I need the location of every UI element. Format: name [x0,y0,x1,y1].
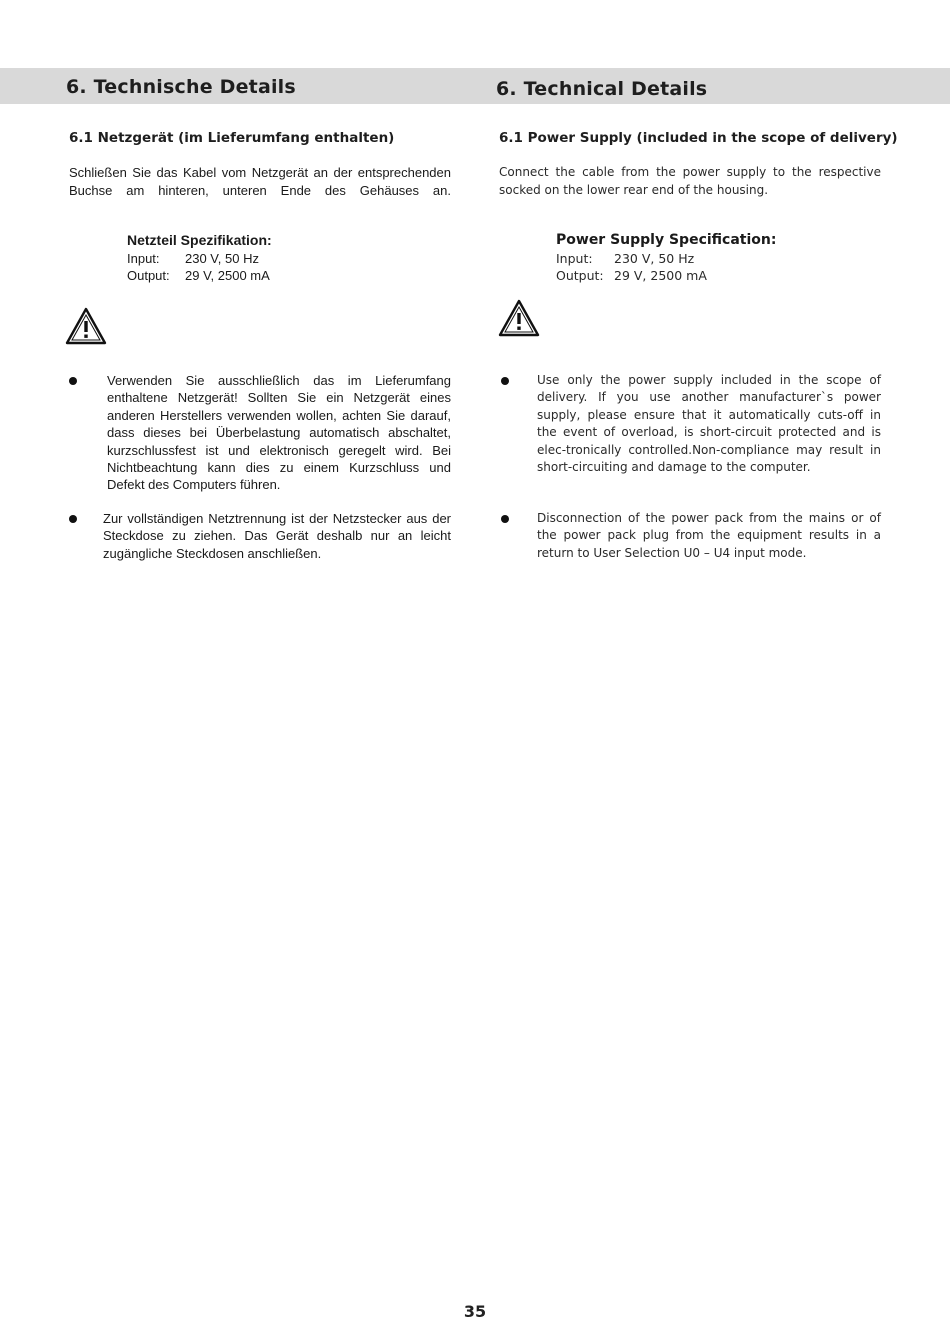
spec-output-value: 29 V, 2500 mA [614,268,707,283]
warning-triangle-icon [65,307,107,345]
subsection-title-english: 6.1 Power Supply (included in the scope of delivery) [499,130,898,146]
bullet-dot-icon [501,515,509,523]
spec-input-value: 230 V, 50 Hz [614,251,695,266]
intro-paragraph-german: Schließen Sie das Kabel vom Netzgerät an der entsprechenden Buchse am hinteren, unteren Ende des Gehäuses an. [69,165,451,198]
subsection-title-german: 6.1 Netzgerät (im Lieferumfang enthalten) [69,130,395,146]
spec-title: Netzteil Spezifikation: [127,232,272,248]
spec-block-german [127,232,272,284]
spec-row-input [556,250,776,267]
spec-input-label: Input: [556,251,593,266]
spec-row-output [127,267,272,284]
spec-input-label: Input: [127,251,160,266]
spec-title: Power Supply Specification: [556,232,777,248]
bullet-text-german-2: Zur vollständigen Netztrennung ist der Netzstecker aus der Steckdose zu ziehen. Das Gerät deshalb nur an leicht zugängliche Steckdosen anschließen. [103,511,451,561]
section-title-german: 6. Technische Details [66,76,296,98]
spec-input-value: 230 V, 50 Hz [185,251,259,266]
spec-row-output [556,267,776,284]
bullet-dot-icon [69,515,77,523]
warning-triangle-icon [498,299,540,337]
section-title-english: 6. Technical Details [496,78,708,100]
bullet-text-german-1: Verwenden Sie ausschließlich das im Lieferumfang enthaltene Netzgerät! Sollten Sie ein Netzgerät eines anderen Herstellers verwenden wollen, achten Sie darauf, dass dieses bei Überbelastung automatisch abschaltet, kurzschlussfest ist und elektronisch geregelt wird. Bei Nichtbeachtung kann dies zu einem Kurzschluss und Defekt des Computers führen. [107,373,451,493]
bullet-text-english-2: Disconnection of the power pack from the mains or of the power pack plug from the equipment results in a return to User Selection U0 – U4 input mode. [537,511,881,560]
bullet-dot-icon [501,377,509,385]
bullet-dot-icon [69,377,77,385]
intro-paragraph-english: Connect the cable from the power supply to the respective socked on the lower rear end of the housing. [499,165,881,197]
spec-output-label: Output: [127,268,170,283]
spec-output-value: 29 V, 2500 mA [185,268,270,283]
spec-row-input [127,250,272,267]
spec-block-english [556,232,776,284]
spec-output-label: Output: [556,268,604,283]
bullet-text-english-1: Use only the power supply included in the scope of delivery. If you use another manufacturer`s power supply, please ensure that it automatically cuts-off in the event of overload, is short-circuit protected and is elec-tronically controlled.Non-compliance may result in short-circuiting and damage to the computer. [537,373,881,475]
page-number: 35 [463,1302,487,1321]
